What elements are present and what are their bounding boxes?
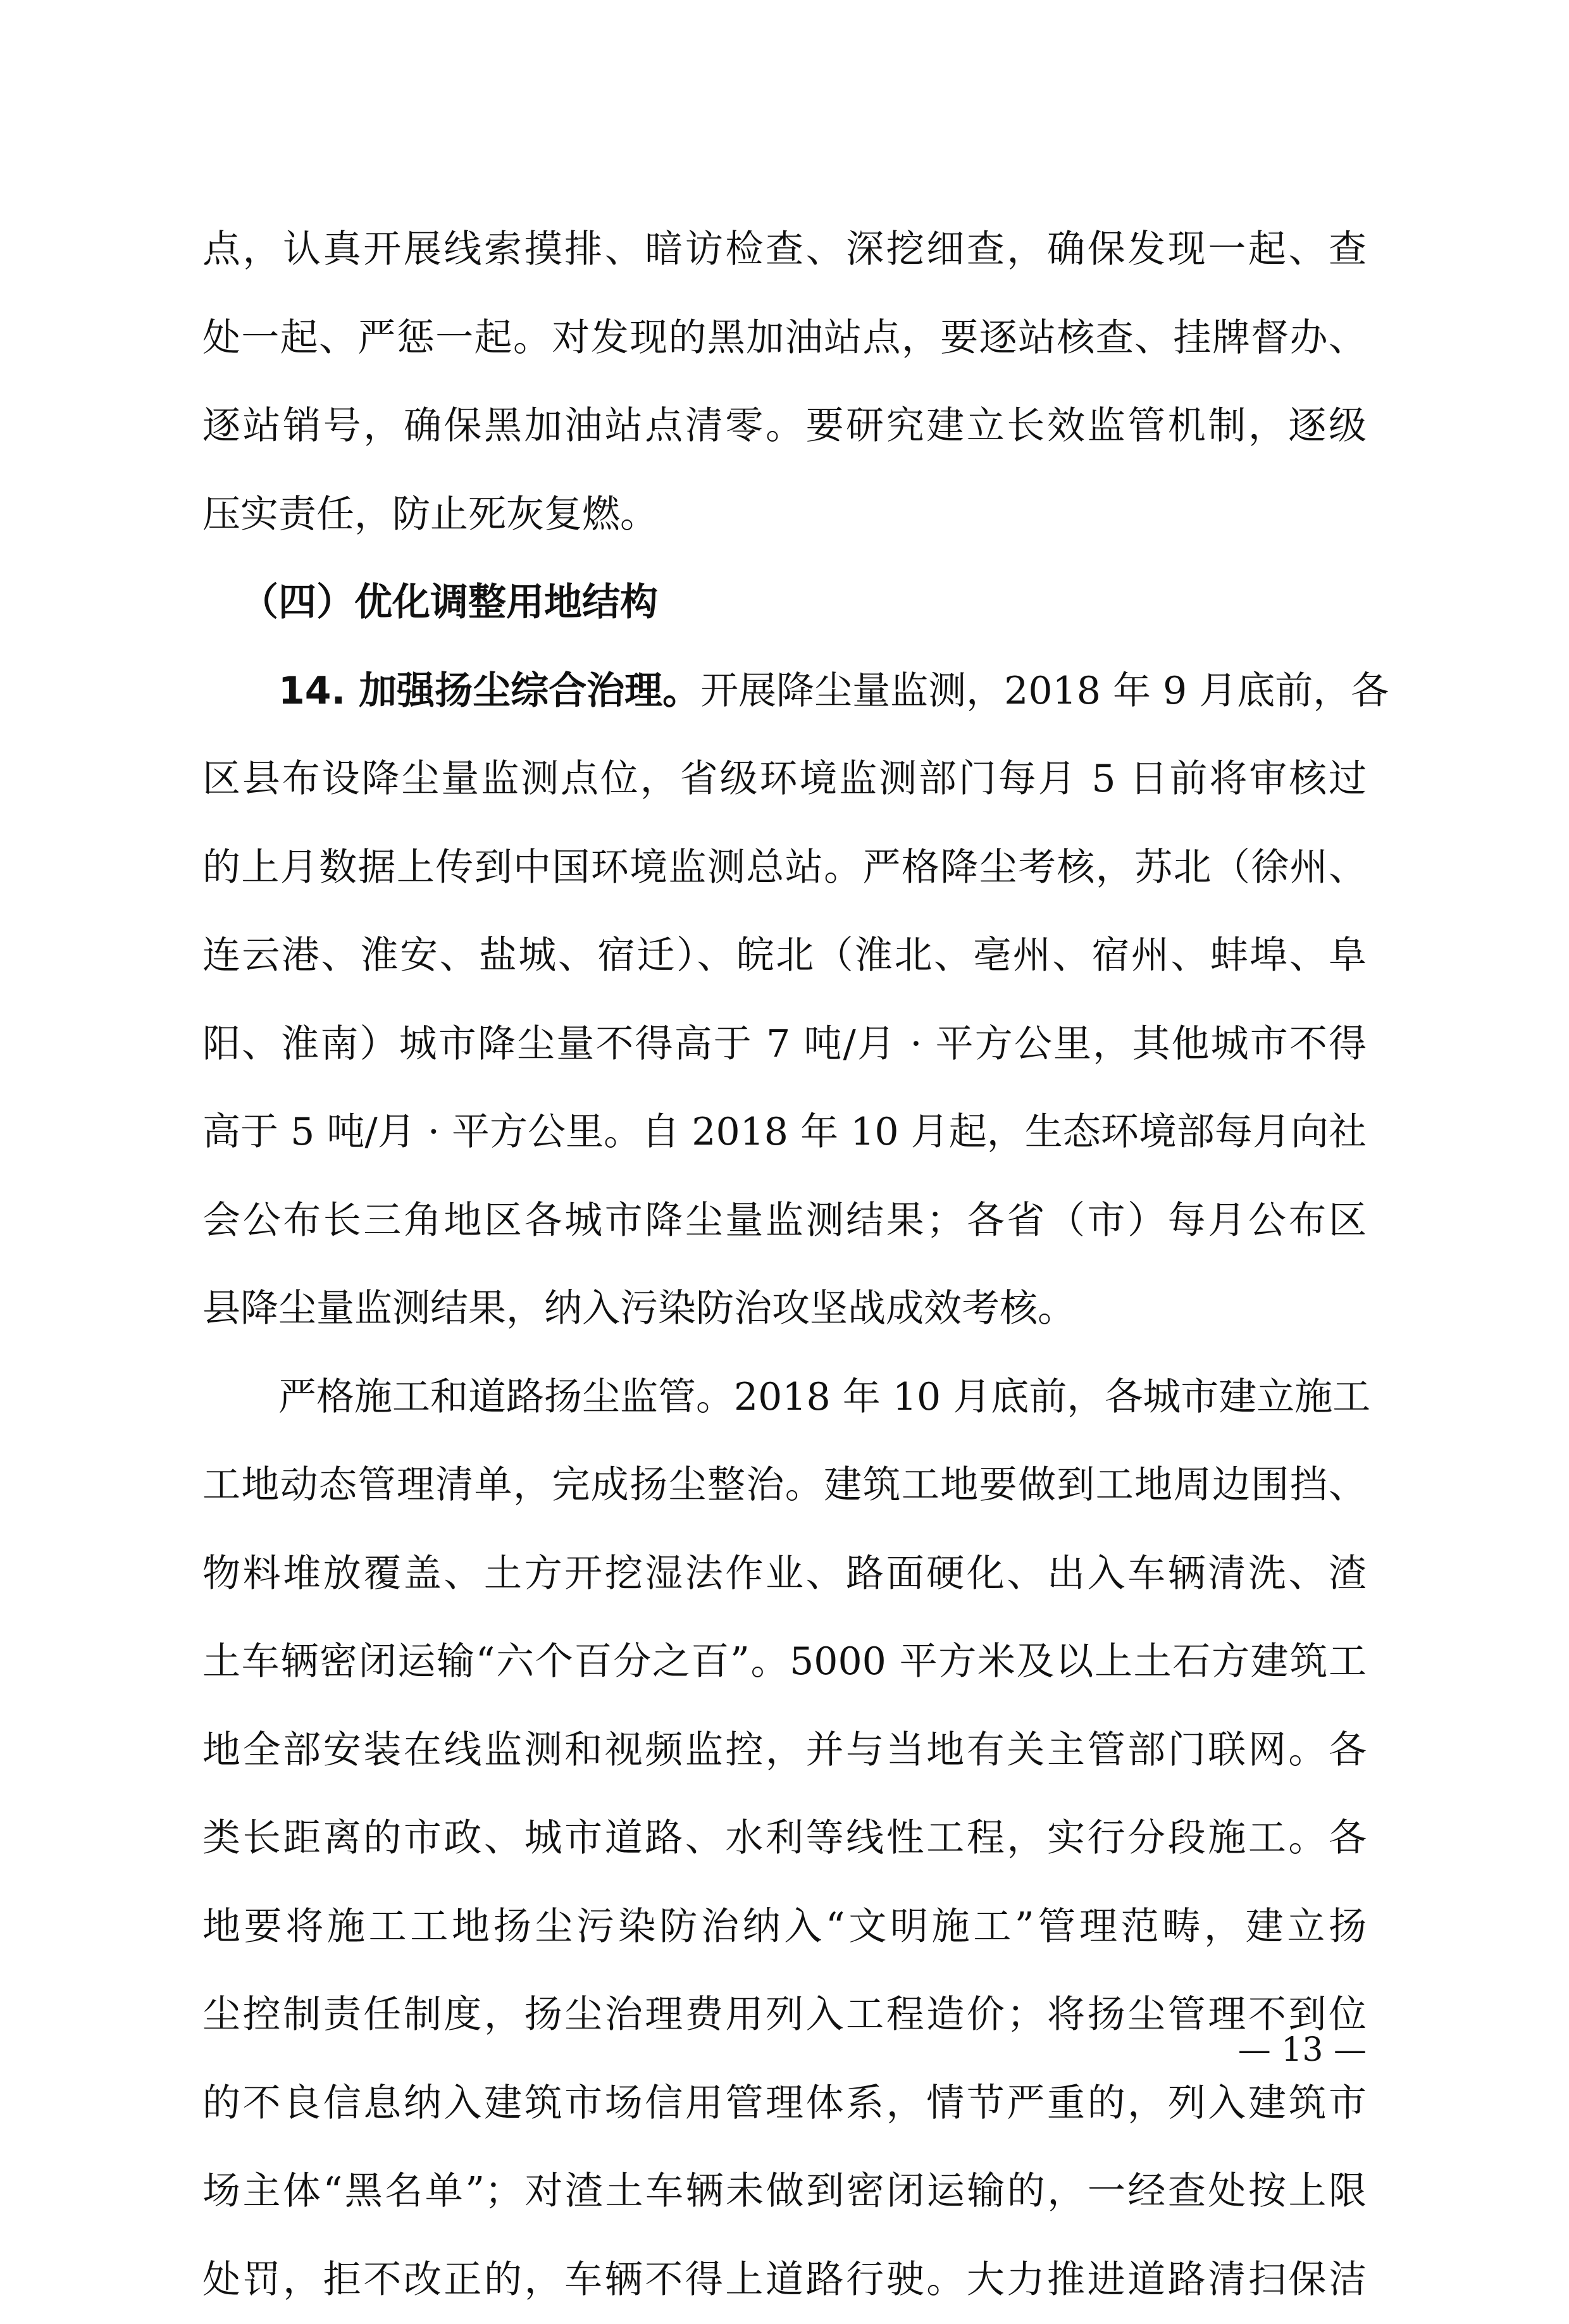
text-line: 的不良信息纳入建筑市场信用管理体系，情节严重的，列入建筑市 [202,2060,1367,2148]
section-heading-text: （四）优化调整用地结构 [202,559,1367,647]
text-line: 地要将施工工地扬尘污染防治纳入“文明施工”管理范畴，建立扬 [202,1883,1367,1972]
page-number: — 13 — [1202,2025,1367,2075]
text-line: 处一起、严惩一起。对发现的黑加油站点，要逐站核查、挂牌督办、 [202,294,1367,383]
text-line: 的上月数据上传到中国环境监测总站。严格降尘考核，苏北（徐州、 [202,824,1367,912]
text-line: 地全部安装在线监测和视频监控，并与当地有关主管部门联网。各 [202,1706,1367,1795]
text-line: 处罚，拒不改正的，车辆不得上道路行驶。大力推进道路清扫保洁 [202,2236,1367,2324]
text-line: 会公布长三角地区各城市降尘量监测结果；各省（市）每月公布区 [202,1177,1367,1265]
text-line: 物料堆放覆盖、土方开挖湿法作业、路面硬化、出入车辆清洗、渣 [202,1530,1367,1619]
item-14-first-line-rest: 开展降尘量监测，2018 年 9 月底前，各 [700,669,1389,713]
text-line: 场主体“黑名单”；对渣土车辆未做到密闭运输的，一经查处按上限 [202,2147,1367,2236]
text-line: 尘控制责任制度，扬尘治理费用列入工程造价；将扬尘管理不到位 [202,1971,1367,2060]
text-line: 压实责任，防止死灰复燃。 [202,471,1367,559]
text-line-first: 严格施工和道路扬尘监管。2018 年 10 月底前，各城市建立施工 [202,1353,1367,1442]
text-line: 区县布设降尘量监测点位，省级环境监测部门每月 5 日前将审核过 [202,735,1367,824]
text-line: 县降尘量监测结果，纳入污染防治攻坚战成效考核。 [202,1265,1367,1353]
text-line: 高于 5 吨/月 · 平方公里。自 2018 年 10 月起，生态环境部每月向社 [202,1088,1367,1177]
document-body [202,206,1367,2324]
text-line: 点，认真开展线索摸排、暗访检查、深挖细查，确保发现一起、查 [202,206,1367,294]
section-heading [202,559,1367,647]
text-line: 类长距离的市政、城市道路、水利等线性工程，实行分段施工。各 [202,1794,1367,1883]
text-line-first [202,647,1367,736]
text-line: 工地动态管理清单，完成扬尘整治。建筑工地要做到工地周边围挡、 [202,1441,1367,1530]
paragraph-construction-dust [202,1353,1367,2324]
text-line: 逐站销号，确保黑加油站点清零。要研究建立长效监管机制，逐级 [202,382,1367,471]
text-line: 土车辆密闭运输“六个百分之百”。5000 平方米及以上土石方建筑工 [202,1618,1367,1706]
paragraph-item-14 [202,647,1367,1353]
text-line: 连云港、淮安、盐城、宿迁）、皖北（淮北、亳州、宿州、蚌埠、阜 [202,912,1367,1000]
text-line: 阳、淮南）城市降尘量不得高于 7 吨/月 · 平方公里，其他城市不得 [202,1000,1367,1089]
paragraph-continuation [202,206,1367,559]
item-14-lead: 14. 加强扬尘综合治理。 [278,669,700,713]
